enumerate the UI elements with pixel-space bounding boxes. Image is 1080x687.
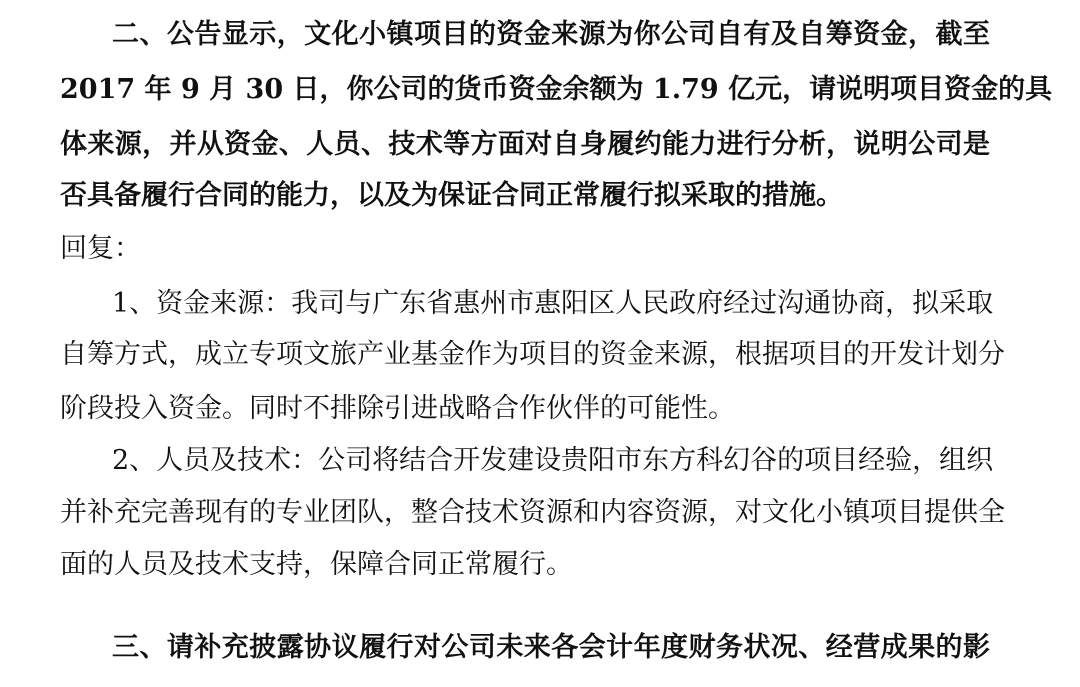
reply1-line3: 阶段投入资金。同时不排除引进战略合作伙伴的可能性。 — [60, 393, 735, 424]
section2-question-line3: 体来源，并从资金、人员、技术等方面对自身履约能力进行分析，说明公司是 — [60, 129, 990, 160]
reply1-line2: 自筹方式，成立专项文旅产业基金作为项目的资金来源，根据项目的开发计划分 — [60, 339, 1005, 370]
reply2-line1: 2、人员及技术：公司将结合开发建设贵阳市东方科幻谷的项目经验，组织 — [112, 445, 994, 476]
reply2-line3: 面的人员及技术支持，保障合同正常履行。 — [60, 549, 573, 580]
reply-label: 回复： — [60, 233, 141, 264]
section3-question-line1: 三、请补充披露协议履行对公司未来各会计年度财务状况、经营成果的影 — [112, 632, 990, 663]
section2-question-line1: 二、公告显示，文化小镇项目的资金来源为你公司自有及自筹资金，截至 — [112, 19, 990, 50]
section2-question-line4: 否具备履行合同的能力，以及为保证合同正常履行拟采取的措施。 — [60, 180, 843, 211]
reply1-line1: 1、资金来源：我司与广东省惠州市惠阳区人民政府经过沟通协商，拟采取 — [112, 288, 994, 319]
section2-question-line2: 2017 年 9 月 30 日，你公司的货币资金余额为 1.79 亿元，请说明项目资金的具 — [60, 74, 1053, 105]
reply2-line2: 并补充完善现有的专业团队，整合技术资源和内容资源，对文化小镇项目提供全 — [60, 497, 1005, 528]
cropped-next-line — [60, 676, 440, 687]
